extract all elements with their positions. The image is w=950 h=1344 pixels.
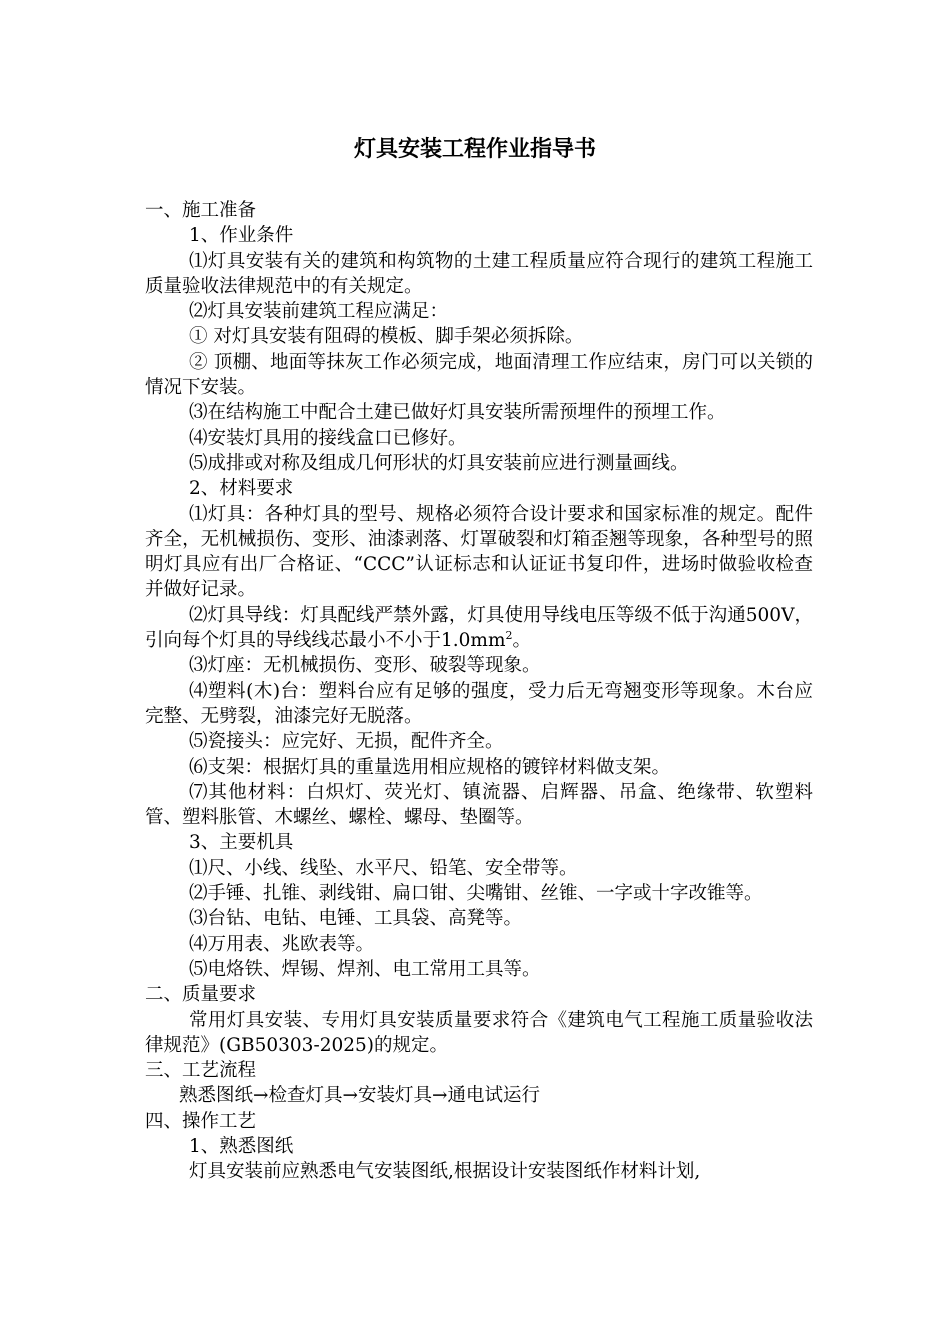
paragraph-tail: 。 [512,630,532,652]
paragraph-text: 1、熟悉图纸 [189,1135,294,1157]
paragraph [145,451,813,476]
paragraph-text: ⑶在结构施工中配合土建已做好灯具安装所需预埋件的预埋工作。 [189,402,726,424]
paragraph [145,249,813,300]
paragraph-text: 三、工艺流程 [145,1060,257,1082]
paragraph-text: ⑸电烙铁、焊锡、焊剂、电工常用工具等。 [189,958,541,980]
paragraph-text: ⑸成排或对称及组成几何形状的灯具安装前应进行测量画线。 [189,452,689,474]
paragraph [145,324,813,349]
paragraph-text: 一、施工准备 [145,200,257,221]
document-body [145,198,813,1185]
paragraph [145,400,813,425]
paragraph [145,755,813,780]
paragraph [145,426,813,451]
paragraph [145,223,813,248]
superscript: 2 [505,628,513,642]
paragraph [145,653,813,678]
paragraph [145,881,813,906]
paragraph [145,780,813,831]
paragraph [145,1058,813,1083]
paragraph [145,830,813,855]
paragraph [145,198,813,223]
paragraph [145,982,813,1007]
paragraph [145,1109,813,1134]
paragraph-text: 四、操作工艺 [145,1110,257,1132]
paragraph-text: 常用灯具安装、专用灯具安装质量要求符合《建筑电气工程施工质量验收法律规范》(GB50303-2025)的规定。 [145,1009,813,1056]
paragraph-text: ① 对灯具安装有阻碍的模板、脚手架必须拆除。 [189,326,584,348]
paragraph [145,957,813,982]
paragraph [145,603,813,654]
paragraph [145,1134,813,1159]
document-title: 灯具安装工程作业指导书 [353,137,596,162]
paragraph-text: 1、作业条件 [189,225,294,247]
paragraph-text: 熟悉图纸→检查灯具→安装灯具→通电试运行 [179,1085,541,1107]
paragraph [145,1008,813,1059]
paragraph [145,502,813,603]
paragraph-text: ⑹支架：根据灯具的重量选用相应规格的镀锌材料做支架。 [189,756,671,778]
paragraph-text: ⑵灯具安装前建筑工程应满足： [189,301,449,323]
paragraph-text: ⑴灯具：各种灯具的型号、规格必须符合设计要求和国家标准的规定。配件齐全，无机械损伤、变形、油漆剥落、灯罩破裂和灯箱歪翘等现象，各种型号的照明灯具应有出厂合格证、“CCC”认证标志和认证证书复印件，进场时做验收检查并做好记录。 [145,503,813,601]
paragraph-text: ⑷万用表、兆欧表等。 [189,933,375,955]
paragraph-text: ⑸瓷接头：应完好、无损，配件齐全。 [189,731,504,753]
paragraph-text: ② 顶棚、地面等抹灰工作必须完成，地面清理工作应结束，房门可以关锁的情况下安装。 [145,351,813,399]
paragraph-text: 二、质量要求 [145,984,257,1006]
paragraph-text: ⑴灯具安装有关的建筑和构筑物的土建工程质量应符合现行的建筑工程施工质量验收法律规范中的有关规定。 [145,250,813,297]
paragraph-text: 3、主要机具 [189,832,294,854]
paragraph [145,856,813,881]
paragraph-text: ⑶灯座：无机械损伤、变形、破裂等现象。 [189,655,541,677]
paragraph [145,1083,813,1108]
paragraph-text: ⑷塑料(木)台：塑料台应有足够的强度，受力后无弯翘变形等现象。木台应完整、无劈裂，油漆完好无脱落。 [145,680,813,727]
paragraph [145,350,813,401]
paragraph-text: ⑵灯具导线：灯具配线严禁外露，灯具使用导线电压等级不低于沟通500V，引向每个灯具的导线线芯最小不小于1.0mm [145,604,813,652]
paragraph-text: ⑷安装灯具用的接线盒口已修好。 [189,427,467,449]
paragraph-text: ⑶台钻、电钻、电锤、工具袋、高凳等。 [189,908,523,930]
paragraph-text: 2、材料要求 [189,478,294,500]
paragraph-text: ⑺其他材料：白炽灯、荧光灯、镇流器、启辉器、吊盒、绝缘带、软塑料管、塑料胀管、木螺丝、螺栓、螺母、垫圈等。 [145,781,813,829]
paragraph [145,729,813,754]
paragraph [145,906,813,931]
paragraph [145,1159,813,1184]
paragraph-text: ⑵手锤、扎锥、剥线钳、扁口钳、尖嘴钳、丝锥、一字或十字改锥等。 [189,883,763,905]
paragraph [145,679,813,730]
paragraph-text: 灯具安装前应熟悉电气安装图纸,根据设计安装图纸作材料计划, [189,1161,701,1183]
paragraph [145,299,813,324]
paragraph [145,476,813,501]
paragraph-text: ⑴尺、小线、线坠、水平尺、铅笔、安全带等。 [189,857,578,879]
paragraph [145,932,813,957]
